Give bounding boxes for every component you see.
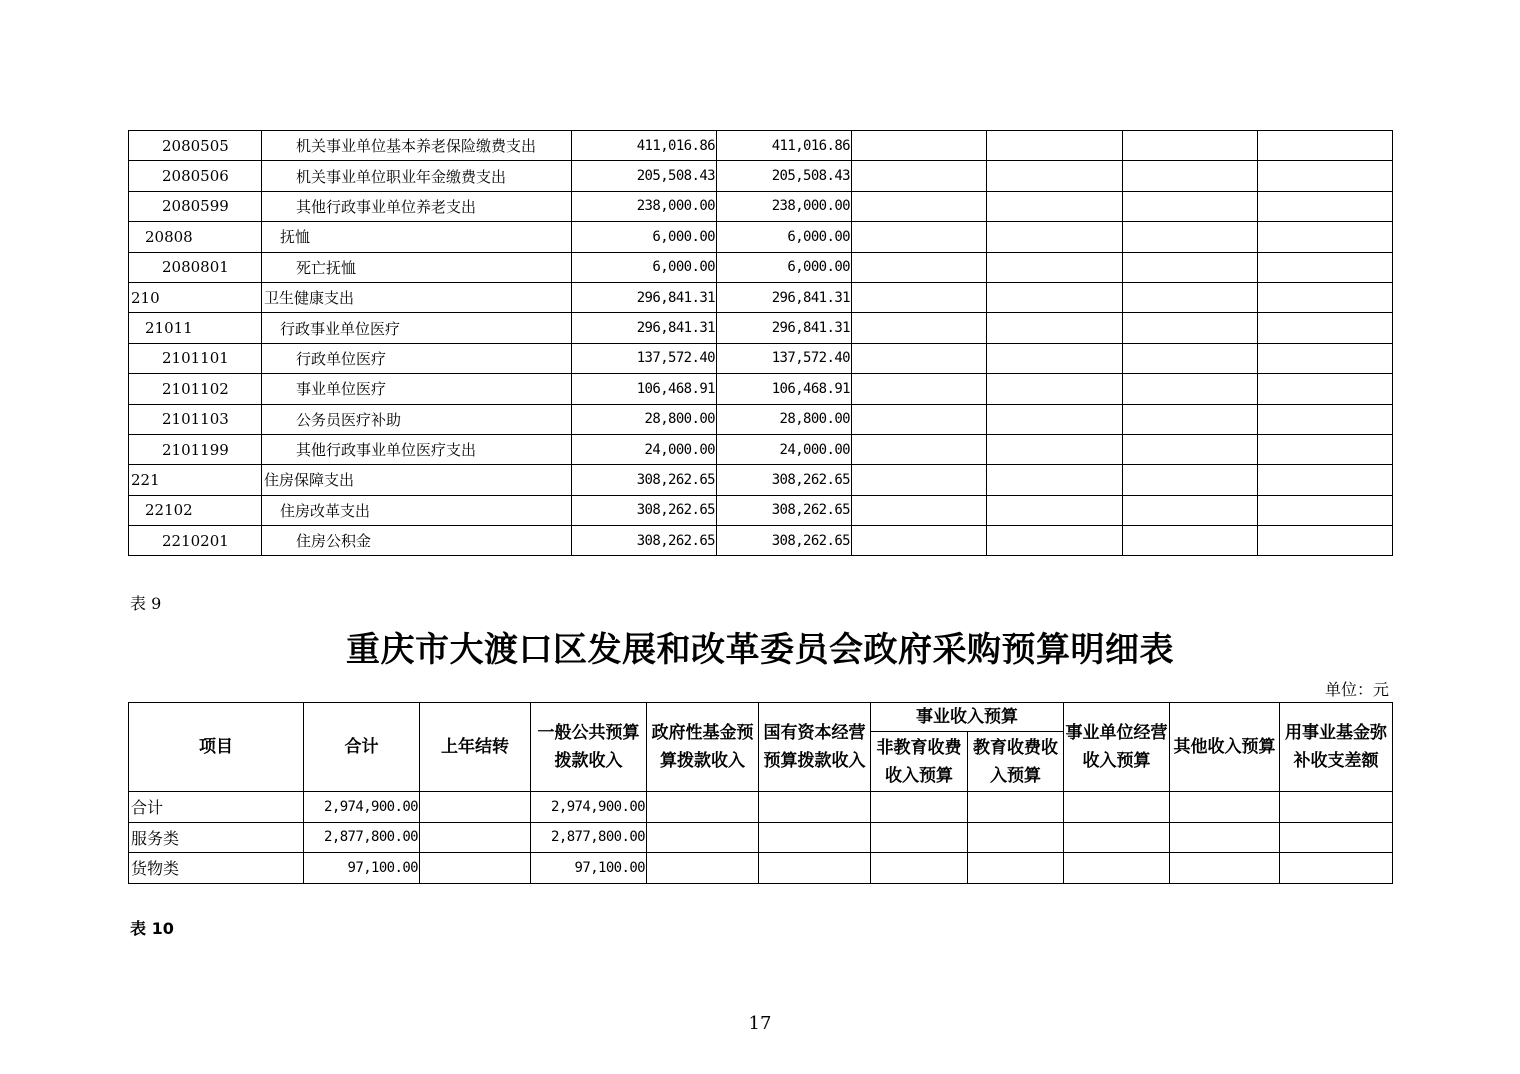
row-name: 货物类 <box>129 853 304 884</box>
row-total: 24,000.00 <box>572 434 717 464</box>
row-basic: 205,508.43 <box>717 161 852 191</box>
row-empty-cell <box>852 191 987 221</box>
row-empty-cell <box>1280 822 1393 853</box>
row-empty-cell <box>1258 282 1393 312</box>
row-empty-cell <box>871 792 968 823</box>
row-basic: 296,841.31 <box>717 313 852 343</box>
row-empty-cell <box>1123 161 1258 191</box>
row-empty-cell <box>852 434 987 464</box>
row-empty-cell <box>987 191 1123 221</box>
row-empty-cell <box>852 526 987 556</box>
table-row <box>129 404 1393 434</box>
row-empty-cell <box>420 822 531 853</box>
row-name: 住房公积金 <box>262 526 572 556</box>
table-row <box>129 191 1393 221</box>
row-code: 21011 <box>129 313 262 343</box>
row-empty-cell <box>852 252 987 282</box>
row-empty-cell <box>1123 222 1258 252</box>
table-row <box>129 495 1393 525</box>
row-name: 机关事业单位基本养老保险缴费支出 <box>262 131 572 161</box>
row-code: 210 <box>129 282 262 312</box>
row-empty-cell <box>1258 313 1393 343</box>
row-empty-cell <box>987 374 1123 404</box>
header-business-fund: 用事业基金弥补收支差额 <box>1280 703 1393 792</box>
row-empty-cell <box>1123 434 1258 464</box>
row-empty-cell <box>852 404 987 434</box>
row-empty-cell <box>1280 853 1393 884</box>
row-code: 20808 <box>129 222 262 252</box>
row-total: 308,262.65 <box>572 465 717 495</box>
row-empty-cell <box>852 131 987 161</box>
row-empty-cell <box>987 434 1123 464</box>
row-empty-cell <box>1258 374 1393 404</box>
header-total: 合计 <box>304 703 420 792</box>
row-total: 137,572.40 <box>572 343 717 373</box>
row-empty-cell <box>1170 822 1280 853</box>
row-basic: 238,000.00 <box>717 191 852 221</box>
row-total: 238,000.00 <box>572 191 717 221</box>
row-empty-cell <box>871 822 968 853</box>
row-empty-cell <box>759 853 871 884</box>
row-empty-cell <box>1123 313 1258 343</box>
row-total: 411,016.86 <box>572 131 717 161</box>
row-name: 机关事业单位职业年金缴费支出 <box>262 161 572 191</box>
row-basic: 137,572.40 <box>717 343 852 373</box>
row-basic: 24,000.00 <box>717 434 852 464</box>
row-general-budget: 2,974,900.00 <box>531 792 647 823</box>
row-name: 合计 <box>129 792 304 823</box>
row-code: 2080801 <box>129 252 262 282</box>
row-empty-cell <box>1123 465 1258 495</box>
row-empty-cell <box>1258 434 1393 464</box>
page-title: 重庆市大渡口区发展和改革委员会政府采购预算明细表 <box>346 630 1174 670</box>
row-name: 抚恤 <box>262 222 572 252</box>
expenditure-table-continued <box>128 130 1393 556</box>
row-empty-cell <box>1280 792 1393 823</box>
row-empty-cell <box>968 822 1064 853</box>
row-empty-cell <box>987 343 1123 373</box>
header-business-income: 事业收入预算 <box>871 703 1064 732</box>
row-empty-cell <box>968 792 1064 823</box>
row-total: 28,800.00 <box>572 404 717 434</box>
row-empty-cell <box>987 404 1123 434</box>
row-empty-cell <box>1258 404 1393 434</box>
row-total: 97,100.00 <box>304 853 420 884</box>
row-empty-cell <box>1258 526 1393 556</box>
row-empty-cell <box>1258 252 1393 282</box>
row-empty-cell <box>420 792 531 823</box>
row-empty-cell <box>987 313 1123 343</box>
table-row <box>129 374 1393 404</box>
header-business-operation: 事业单位经营收入预算 <box>1064 703 1170 792</box>
row-empty-cell <box>1258 465 1393 495</box>
row-empty-cell <box>647 822 759 853</box>
row-empty-cell <box>1258 343 1393 373</box>
row-empty-cell <box>871 853 968 884</box>
row-total: 296,841.31 <box>572 282 717 312</box>
row-empty-cell <box>1170 792 1280 823</box>
row-general-budget: 97,100.00 <box>531 853 647 884</box>
row-basic: 411,016.86 <box>717 131 852 161</box>
row-empty-cell <box>1123 191 1258 221</box>
row-empty-cell <box>1123 282 1258 312</box>
row-empty-cell <box>1258 495 1393 525</box>
row-empty-cell <box>1170 853 1280 884</box>
row-total: 205,508.43 <box>572 161 717 191</box>
row-empty-cell <box>987 282 1123 312</box>
row-empty-cell <box>987 526 1123 556</box>
table-row <box>129 131 1393 161</box>
row-basic: 308,262.65 <box>717 526 852 556</box>
header-edu-fee: 教育收费收入预算 <box>968 732 1064 792</box>
row-basic: 28,800.00 <box>717 404 852 434</box>
row-name: 事业单位医疗 <box>262 374 572 404</box>
row-empty-cell <box>852 465 987 495</box>
row-empty-cell <box>1258 131 1393 161</box>
row-name: 住房改革支出 <box>262 495 572 525</box>
row-empty-cell <box>759 822 871 853</box>
row-code: 2101103 <box>129 404 262 434</box>
row-total: 308,262.65 <box>572 526 717 556</box>
row-empty-cell <box>852 161 987 191</box>
row-total: 296,841.31 <box>572 313 717 343</box>
header-other-income: 其他收入预算 <box>1170 703 1280 792</box>
row-name: 其他行政事业单位医疗支出 <box>262 434 572 464</box>
row-total: 2,877,800.00 <box>304 822 420 853</box>
row-empty-cell <box>1123 526 1258 556</box>
row-empty-cell <box>852 313 987 343</box>
row-empty-cell <box>987 495 1123 525</box>
row-basic: 6,000.00 <box>717 222 852 252</box>
row-empty-cell <box>759 792 871 823</box>
table-row <box>129 222 1393 252</box>
row-basic: 296,841.31 <box>717 282 852 312</box>
row-empty-cell <box>1123 131 1258 161</box>
table-row <box>129 792 1393 823</box>
table-row <box>129 313 1393 343</box>
header-carryover: 上年结转 <box>420 703 531 792</box>
row-name: 公务员医疗补助 <box>262 404 572 434</box>
unit-label: 单位：元 <box>1324 680 1389 699</box>
row-empty-cell <box>987 161 1123 191</box>
table-9-label: 表 9 <box>130 594 162 613</box>
page-number: 17 <box>748 1013 772 1034</box>
row-total: 6,000.00 <box>572 252 717 282</box>
row-empty-cell <box>987 131 1123 161</box>
row-name: 其他行政事业单位养老支出 <box>262 191 572 221</box>
row-empty-cell <box>968 853 1064 884</box>
row-total: 308,262.65 <box>572 495 717 525</box>
row-empty-cell <box>852 495 987 525</box>
row-name: 死亡抚恤 <box>262 252 572 282</box>
row-name: 行政事业单位医疗 <box>262 313 572 343</box>
header-general-budget: 一般公共预算拨款收入 <box>531 703 647 792</box>
row-name: 行政单位医疗 <box>262 343 572 373</box>
row-code: 2210201 <box>129 526 262 556</box>
row-empty-cell <box>1258 191 1393 221</box>
header-non-edu-fee: 非教育收费收入预算 <box>871 732 968 792</box>
row-code: 2101199 <box>129 434 262 464</box>
row-name: 住房保障支出 <box>262 465 572 495</box>
row-empty-cell <box>1123 404 1258 434</box>
row-empty-cell <box>852 374 987 404</box>
row-empty-cell <box>1123 495 1258 525</box>
row-basic: 106,468.91 <box>717 374 852 404</box>
table-row <box>129 252 1393 282</box>
row-code: 2101102 <box>129 374 262 404</box>
row-empty-cell <box>1064 792 1170 823</box>
row-basic: 308,262.65 <box>717 465 852 495</box>
row-general-budget: 2,877,800.00 <box>531 822 647 853</box>
row-empty-cell <box>852 222 987 252</box>
header-gov-fund: 政府性基金预算拨款收入 <box>647 703 759 792</box>
row-total: 106,468.91 <box>572 374 717 404</box>
row-empty-cell <box>1258 222 1393 252</box>
row-code: 221 <box>129 465 262 495</box>
row-code: 2101101 <box>129 343 262 373</box>
row-total: 2,974,900.00 <box>304 792 420 823</box>
row-empty-cell <box>852 343 987 373</box>
row-empty-cell <box>1064 822 1170 853</box>
row-basic: 308,262.65 <box>717 495 852 525</box>
table-row <box>129 434 1393 464</box>
row-code: 2080505 <box>129 131 262 161</box>
table-10-label: 表 10 <box>130 919 174 938</box>
row-empty-cell <box>1123 374 1258 404</box>
row-code: 22102 <box>129 495 262 525</box>
row-empty-cell <box>852 282 987 312</box>
table-row <box>129 282 1393 312</box>
row-name: 卫生健康支出 <box>262 282 572 312</box>
row-empty-cell <box>1123 252 1258 282</box>
row-empty-cell <box>1064 853 1170 884</box>
row-code: 2080599 <box>129 191 262 221</box>
row-empty-cell <box>1258 161 1393 191</box>
row-empty-cell <box>987 222 1123 252</box>
row-name: 服务类 <box>129 822 304 853</box>
row-empty-cell <box>647 792 759 823</box>
table-row <box>129 161 1393 191</box>
procurement-budget-table <box>128 702 1393 884</box>
row-empty-cell <box>987 252 1123 282</box>
row-empty-cell <box>987 465 1123 495</box>
table-row <box>129 343 1393 373</box>
row-empty-cell <box>647 853 759 884</box>
row-basic: 6,000.00 <box>717 252 852 282</box>
header-item: 项目 <box>129 703 304 792</box>
row-empty-cell <box>420 853 531 884</box>
table-row <box>129 822 1393 853</box>
row-empty-cell <box>1123 343 1258 373</box>
row-code: 2080506 <box>129 161 262 191</box>
row-total: 6,000.00 <box>572 222 717 252</box>
header-state-capital: 国有资本经营预算拨款收入 <box>759 703 871 792</box>
table-row <box>129 465 1393 495</box>
table-row <box>129 526 1393 556</box>
table-row <box>129 853 1393 884</box>
